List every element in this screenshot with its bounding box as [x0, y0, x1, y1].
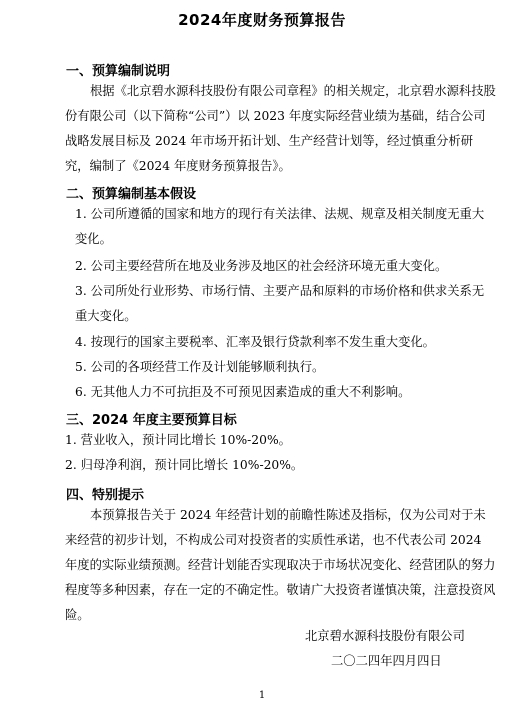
assumption-item-6: 6. 无其他人力不可抗拒及不可预见因素造成的重大不利影响。	[75, 385, 411, 399]
section-paragraph-budget-explanation: 根据《北京碧水源科技股份有限公司章程》的相关规定，北京碧水源科技股份有限公司（以下简称“公司”）以 2023 年度实际经营业绩为基础，结合公司战略发展目标及 2024 年市场开拓计划、生产经营计划等，经过慎重分析研究，编制了《2024 年度财务预算报告》。	[65, 84, 496, 173]
section-heading-assumptions: 二、预算编制基本假设	[66, 187, 197, 202]
assumption-item-2: 2. 公司主要经营所在地及业务涉及地区的社会经济环境无重大变化。	[75, 259, 448, 273]
assumption-item-1	[75, 202, 496, 252]
assumption-item-4: 4. 按现行的国家主要税率、汇率及银行贷款利率不发生重大变化。	[75, 335, 435, 349]
assumption-item-1-text: 1. 公司所遵循的国家和地方的现行有关法律、法规、规章及相关制度无重大变化。	[75, 207, 485, 246]
target-item-revenue: 1. 营业收入，预计同比增长 10%-20%。	[65, 433, 291, 447]
document-title: 2024年度财务预算报告	[178, 11, 346, 29]
signature-company: 北京碧水源科技股份有限公司	[305, 629, 465, 643]
section-heading-budget-explanation: 一、预算编制说明	[66, 64, 171, 79]
signature-date: 二〇二四年四月四日	[331, 654, 442, 668]
assumption-item-5: 5. 公司的各项经营工作及计划能够顺利执行。	[75, 360, 325, 374]
section-heading-targets: 三、2024 年度主要预算目标	[66, 413, 237, 428]
page-number: 1	[258, 690, 266, 701]
section-paragraph-special-notice: 本预算报告关于 2024 年经营计划的前瞻性陈述及指标，仅为公司对于未来经营的初步计划，不构成公司对投资者的实质性承诺，也不代表公司 2024 年度的实际业绩预测。经营计划能否实现取决于市场状况变化、经营团队的努力程度等多种因素，存在一定的不确定性。敬请广大投资者谨慎决策，注意投资风险。	[65, 508, 496, 622]
section-heading-special-notice: 四、特别提示	[66, 488, 145, 503]
target-item-net-profit: 2. 归母净利润，预计同比增长 10%-20%。	[65, 458, 304, 472]
assumption-item-3: 3. 公司所处行业形势、市场行情、主要产品和原料的市场价格和供求关系无重大变化。	[75, 284, 485, 323]
